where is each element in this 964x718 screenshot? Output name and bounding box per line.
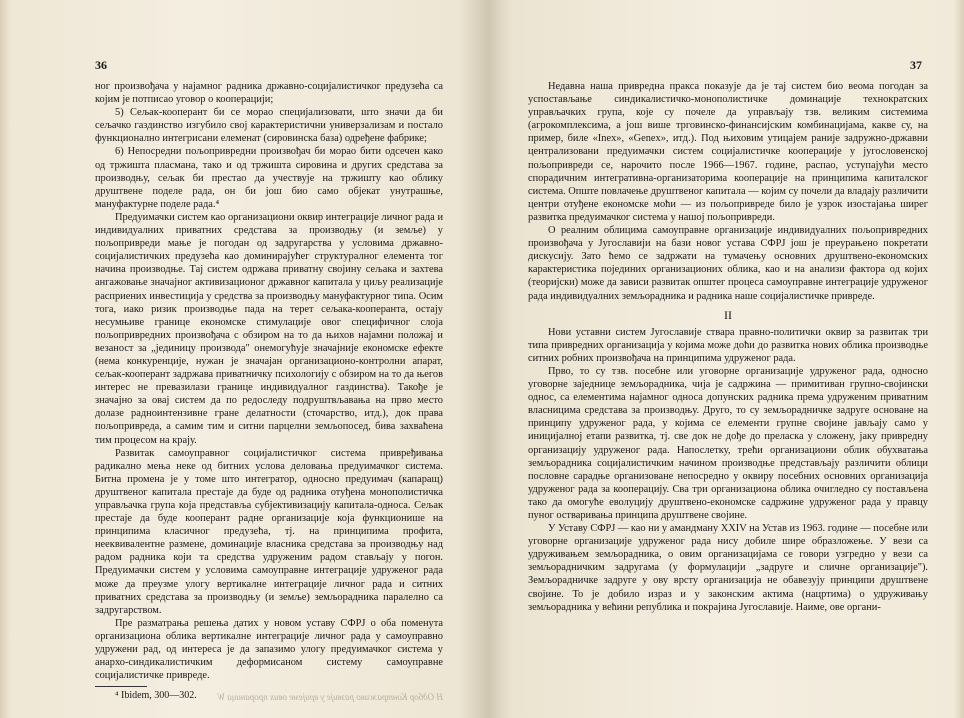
bleed-through-text: Н Одбор Контраживо развије у вријеме ових прораница W bbox=[217, 692, 443, 702]
page-number: 36 bbox=[95, 58, 107, 72]
paragraph: Предуимачки систем као организациони оквир интеграције личног рада и индивидуалних приватних средстава за производњу (и земље) у пољопривреди мање је погодан од задругарства у условима државно-социјалистичких предузећа као доминирајућег структуралног елемента тог начина производње. Тај систем одржава приватну својину сељака и захтева ангажовање значајног активизационог државног капитала у циљу реализације расприених инвестиција у средства за производњу мануфактурног типа. Осим тога, иако ризик производње пада на терет сељака-кооперанта, остају несумњиве границе економске стимулације овог специфичног слоја пољопривредних произвођача с обзиром на то да њихов најамни положај и везаност за „јединицу производа" онемогућује значајније економске ефекте (нема конкуренције, нужан је значајан организационо-контролни апарат, сељак-кооперант задржава приватничку психологију с обзиром на то да његов интерес не превазилази границе индивидуалног газдинства). Такође је значајно за овај систем да по редоследу подруштвљавања на прво место долазе радноинтензивне гране делатности (сточарство, итд.), док права пољопривреда, а самим тим и ситни парцелни земљопосед, бива захваћена тим процесом на крају. bbox=[95, 211, 443, 446]
paragraph: 5) Сељак-кооперант би се морао специјализовати, што значи да би сељачко газдинство изгубило свој карактеристични универзализам и постало функционално интегрисани елеменат (сировинска база) одређене фабрике; bbox=[95, 107, 443, 145]
paragraph: Пре разматрања решења датих у новом уставу СФРЈ о оба поменута организациона облика вертикалне интеграције личног рада у самоуправно удружени рад, од интереса је да запазимо улогу предуимачког система у анархо-синдикалистичким деформисаном систему самоуправне социјалистичке привреде. bbox=[95, 617, 443, 682]
right-page bbox=[488, 0, 964, 718]
footnote: ⁴ Ibidem, 300—302. bbox=[115, 690, 197, 702]
paragraph: Развитак самоуправног социјалистичког система привређивања радикално мења неке од битних услова деловања предуимачког система. Битна промена је у томе што интегратор, односно предуимач (капаращ) друштвеног капитала престаје да буде од радника отуђена монополистичка управљачка група која представља субјективизацију капитала-односа. Сељак престаје да буде кооперант радне организације која функционише на принципима класичног предузећа, тј. на принципима профита, нееквивалентне размене, доминације власника средстава за производњу над радом радника који та средства удруженим радом стављају у погон. Предуимачки систем у условима самоуправне интеграције удруженог рада може да преузме улогу вертикалне интеграције личног рада и ситних приватних средстава за производњу (и земље) земљорадника паралелно са задругарством. bbox=[95, 447, 443, 616]
page-edge bbox=[0, 0, 10, 718]
paragraph: Нови уставни систем Југославије ствара правно-политички оквир за развитак три типа привредних организација у којима може доћи до развитка нових облика производње ситних робних произвођача на принципима удруженог рада. bbox=[528, 326, 928, 364]
paragraph: У Уставу СФРЈ — као ни у амандману XXIV на Устав из 1963. године — посебне или уговорне организације удруженог рада нису добиле шире образложење. У вези са удруживањем земљорадника, о овим организацијама се говори узгредно у вези са земљорадничким задругама (у формулацији „задруге и сличне организације"). Земљорадничке задруге у ову врсту организација не обавезују принципи друштвене својине. То је добило израз и у законским актима (нацртима) о удруживању земљорадника у већини република и покрајина Југославије. Наиме, ове органи- bbox=[528, 523, 928, 613]
left-body-text bbox=[95, 80, 443, 702]
paragraph: 6) Непосредни пољопривредни произвођач би морао бити одсечен како од тржишта пласмана, тако и од тржишта сировина и других средстава за производњу, сељак би престао да учествује на тржишту као облику друштвене поделе рада, он би још био само објекат унутрашње, мануфактурне поделе рада.⁴ bbox=[95, 146, 443, 210]
paragraph: Недавна наша привредна пракса показује да је тај систем био веома погодан за успостављање синдикалистичко-монополистичке доминације технократских управљачких група, које су почеле да управљају тзв. великим системима (агрокомплексима, а још више трговинско-финансијским комбинацијама, какве су, на пример, биле «Inex», «Genex», итд.). Под њиховим утицајем раније задружно-државни централизовани предуимачки систем социјалистичке кооперације у југословенској пољопривреди се, нарочито после 1966—1967. године, распао, уступајући место спорадичним интегративна-организаторима кооперације на принципима капиталског система. Опште повлачење друштвеног капитала — којим су почели да владају различити центри отуђене економске моћи — из пољопривреде било је узрок изостајања ширег развитка предуимачког система у нашој пољопривреди. bbox=[528, 81, 928, 223]
paragraph: О реалним облицима самоуправне организације индивидуалних пољопривредних произвођача у Југославији на бази новог устава СФРЈ још је преурањено покретати дискусију. Зато ћемо се задржати на тумачењу основних друштвено-економских карактеристика појединих организационих облика, као и на анализи фактора од којих (теоријски) може да зависи развитак општег процеса самоуправне интеграције удруженог рада индивидуалних земљорадника и радника наше социјалистичке привреде. bbox=[528, 225, 928, 302]
page-number: 37 bbox=[910, 58, 922, 72]
section-heading: II bbox=[724, 307, 732, 322]
page-edge bbox=[954, 0, 964, 718]
paragraph: ног произвођача у најамног радника државно-социјалистичког предузећа са којим је потписао уговор о кооперацији; bbox=[95, 81, 443, 106]
right-body-text bbox=[528, 80, 928, 614]
paragraph: Прво, то су тзв. посебне или уговорне организације удруженог рада, односно уговорне заједнице земљорадника, чија је садржина — примитиван групно-својински однос, са елементима најамног односа допунских радника према удруженим приватним власницима средстава за производњу. Друго, то су земљорадничке задруге основане на принципу удруженог рада, у којима се елементи групне својине јављају само у иницијалној етапи развитка, тј. све док не дође до преласка у сложену, јаку привредну организацију удруженог рада. Напослетку, трећи организациони облик обухватања земљорадника социјалистичким начином производње представљају различити облици пословне сарадње организоване непосредно у оквиру посебних основних организација удруженог рада за кооперацију. Сва три организациона облика очигледно су постављена тако да омогуће еволуцију друштвено-економске садржине удруженог рада у правцу пуног остваривања принципа друштвене својине. bbox=[528, 365, 928, 521]
footnote-rule bbox=[95, 686, 147, 687]
